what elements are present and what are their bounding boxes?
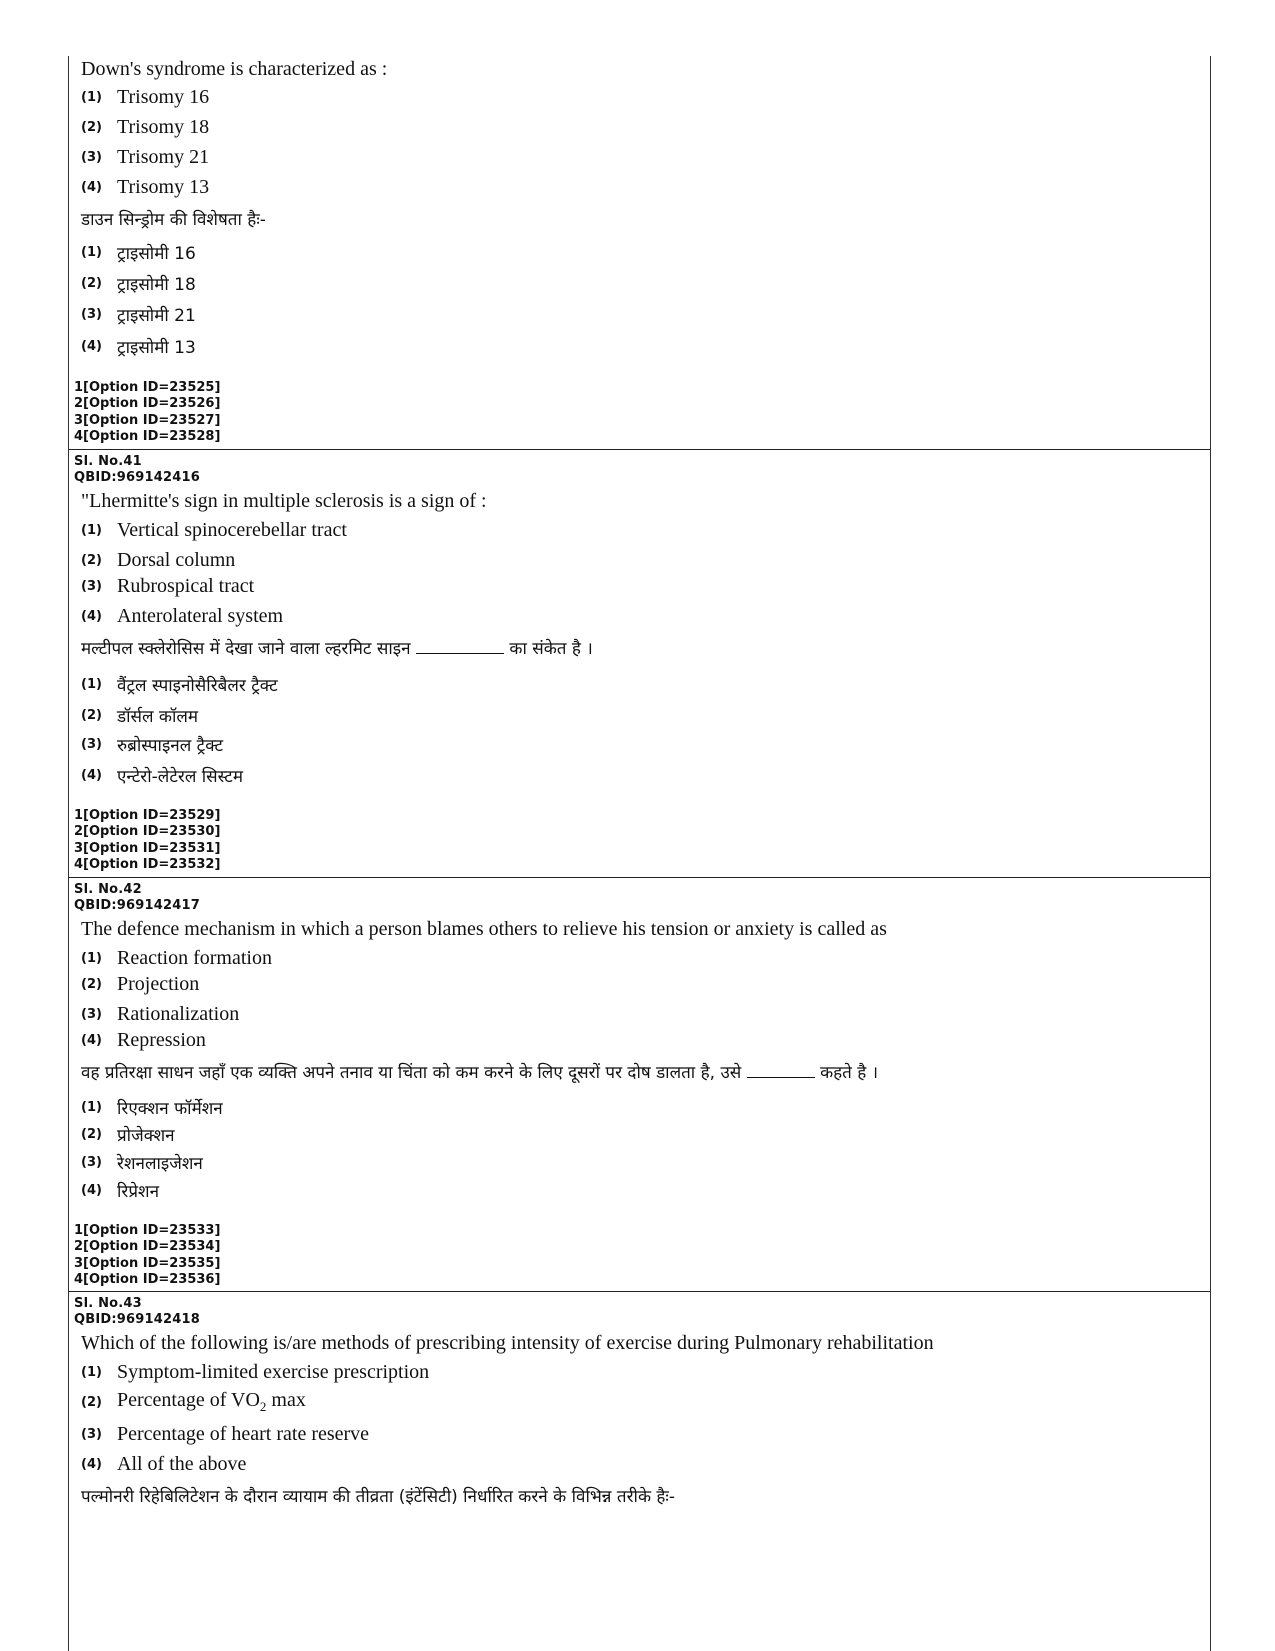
- option-3-en: (3) Trisomy 21: [81, 145, 210, 168]
- answer-blank: [747, 1061, 815, 1078]
- qbid: QBID:969142418: [74, 1312, 200, 1327]
- option-1-en: (1) Reaction formation: [81, 946, 272, 969]
- question-text-hi: मल्टीपल स्क्लेरोसिस में देखा जाने वाला ल्हरमिट साइन का संकेत है ।: [81, 639, 593, 659]
- question-43: [69, 1291, 1210, 1507]
- option-2-en: (2) Trisomy 18: [81, 115, 210, 138]
- option-3-en: (3) Percentage of heart rate reserve: [81, 1422, 370, 1445]
- question-paper-page: [68, 56, 1211, 1651]
- option-2-en: (2) Dorsal column: [81, 548, 236, 571]
- question-text-en: Down's syndrome is characterized as :: [81, 58, 388, 80]
- serial-number: Sl. No.43: [74, 1296, 142, 1311]
- option-1-hi: (1) रिएक्शन फॉर्मेशन: [81, 1098, 223, 1119]
- option-3-hi: (3) ट्राइसोमी 21: [81, 305, 196, 326]
- option-4-hi: (4) रिप्रेशन: [81, 1181, 160, 1202]
- question-text-en: "Lhermitte's sign in multiple sclerosis is a sign of :: [81, 490, 487, 512]
- question-text-en: The defence mechanism in which a person blames others to relieve his tension or anxiety is called as: [81, 918, 887, 940]
- option-2-en: (2) Percentage of $VO_2$ max: [81, 1389, 306, 1414]
- qbid: QBID:969142416: [74, 470, 200, 485]
- option-1-en: (1) Trisomy 16: [81, 85, 210, 108]
- serial-number: Sl. No.42: [74, 882, 142, 897]
- serial-number: Sl. No.41: [74, 454, 142, 469]
- question-text-hi: पल्मोनरी रिहेबिलिटेशन के दौरान व्यायाम की तीव्रता (इंटेंसिटी) निर्धारित करने के विभिन्न तरीके हैः-: [81, 1487, 676, 1507]
- option-id-list: 1[Option ID=23529] 2[Option ID=23530] 3[Option ID=23531] 4[Option ID=23532]: [74, 808, 221, 872]
- question-text-hi: वह प्रतिरक्षा साधन जहाँ एक व्यक्ति अपने तनाव या चिंता को कम करने के लिए दूसरों पर दोष डालता है, उसे कहते है ।: [81, 1063, 879, 1083]
- option-2-hi: (2) ट्राइसोमी 18: [81, 274, 196, 295]
- qbid: QBID:969142417: [74, 898, 200, 913]
- option-3-hi: (3) रेशनलाइजेशन: [81, 1153, 203, 1174]
- question-41: [69, 449, 1210, 872]
- answer-blank: [416, 637, 504, 654]
- option-1-en: (1) Symptom-limited exercise prescription: [81, 1360, 430, 1383]
- option-4-hi: (4) ट्राइसोमी 13: [81, 337, 196, 358]
- option-4-en: (4) Repression: [81, 1028, 206, 1051]
- option-1-hi: (1) वैंट्रल स्पाइनोसैरिबैलर ट्रैक्ट: [81, 675, 278, 696]
- option-3-hi: (3) रुब्रोस्पाइनल ट्रैक्ट: [81, 735, 224, 756]
- option-2-en: (2) Projection: [81, 972, 200, 995]
- option-1-hi: (1) ट्राइसोमी 16: [81, 243, 196, 264]
- option-4-hi: (4) एन्टेरो-लेटेरल सिस्टम: [81, 766, 244, 787]
- option-3-en: (3) Rubrospical tract: [81, 574, 255, 597]
- question-text-en: Which of the following is/are methods of prescribing intensity of exercise during Pulmonary rehabilitation: [81, 1332, 934, 1354]
- option-4-en: (4) Anterolateral system: [81, 604, 284, 627]
- option-id-list: 1[Option ID=23533] 2[Option ID=23534] 3[Option ID=23535] 4[Option ID=23536]: [74, 1223, 221, 1287]
- option-id-list: 1[Option ID=23525] 2[Option ID=23526] 3[Option ID=23527] 4[Option ID=23528]: [74, 380, 221, 444]
- option-1-en: (1) Vertical spinocerebellar tract: [81, 518, 347, 541]
- option-4-en: (4) All of the above: [81, 1452, 247, 1475]
- question-text-hi: डाउन सिन्ड्रोम की विशेषता हैः-: [81, 210, 266, 230]
- option-2-hi: (2) प्रोजेक्शन: [81, 1125, 175, 1146]
- option-3-en: (3) Rationalization: [81, 1002, 240, 1025]
- option-2-hi: (2) डॉर्सल कॉलम: [81, 706, 199, 727]
- option-4-en: (4) Trisomy 13: [81, 175, 210, 198]
- question-42: [69, 877, 1210, 1287]
